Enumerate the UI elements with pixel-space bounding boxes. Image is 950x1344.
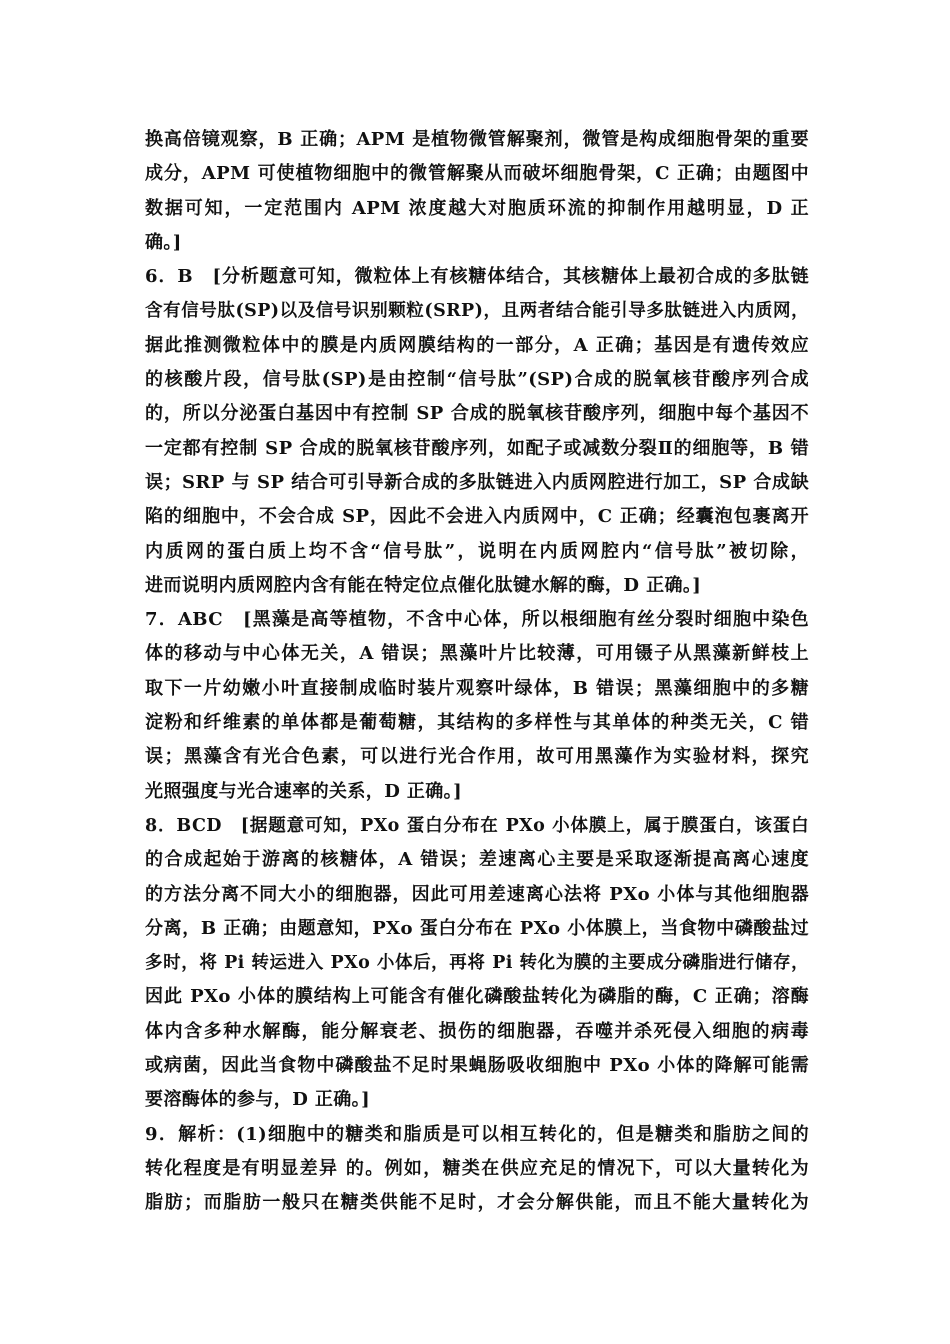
text-line: 的，所以分泌蛋白基因中有控制 SP 合成的脱氧核苷酸序列，细胞中每个基因不	[145, 403, 809, 425]
text-line: 据此推测微粒体中的膜是内质网膜结构的一部分，A 正确；基因是有遗传效应	[145, 334, 809, 356]
text-line: 8．BCD [据题意可知，PXo 蛋白分布在 PXo 小体膜上，属于膜蛋白，该蛋白	[145, 815, 809, 836]
text-line: 成分，APM 可使植物细胞中的微管解聚从而破坏细胞骨架，C 正确；由题图中	[145, 163, 809, 185]
text-line: 的合成起始于游离的核糖体，A 错误；差速离心主要是采取逐渐提高离心速度	[145, 849, 809, 871]
text-line: 的核酸片段，信号肽(SP)是由控制“信号肽”(SP)合成的脱氧核苷酸序列合成	[145, 369, 809, 391]
text-line: 或病菌，因此当食物中磷酸盐不足时果蝇肠吸收细胞中 PXo 小体的降解可能需	[145, 1055, 809, 1077]
text-line: 陷的细胞中，不会合成 SP，因此不会进入内质网中，C 正确；经囊泡包裹离开	[145, 506, 809, 528]
text-line: 淀粉和纤维素的单体都是葡萄糖，其结构的多样性与其单体的种类无关，C 错	[145, 712, 809, 734]
text-line: 取下一片幼嫩小叶直接制成临时装片观察叶绿体，B 错误；黑藻细胞中的多糖	[145, 677, 809, 699]
text-line: 脂肪；而脂肪一般只在糖类供能不足时，才会分解供能，而且不能大量转化为	[145, 1192, 809, 1214]
text-line: 进而说明内质网腔内含有能在特定位点催化肽键水解的酶，D 正确。]	[145, 574, 702, 596]
text-line: 数据可知，一定范围内 APM 浓度越大对胞质环流的抑制作用越明显，D 正	[145, 197, 809, 219]
text-line: 要溶酶体的参与，D 正确。]	[145, 1089, 370, 1111]
text-line: 光照强度与光合速率的关系，D 正确。]	[145, 780, 462, 802]
text-line: 含有信号肽(SP)以及信号识别颗粒(SRP)，且两者结合能引导多肽链进入内质网，	[145, 301, 809, 322]
text-line: 的方法分离不同大小的细胞器，因此可用差速离心法将 PXo 小体与其他细胞器	[145, 883, 809, 905]
text-line: 体内含多种水解酶，能分解衰老、损伤的细胞器，吞噬并杀死侵入细胞的病毒	[145, 1020, 809, 1042]
text-line: 误；黑藻含有光合色素，可以进行光合作用，故可用黑藻作为实验材料，探究	[145, 746, 809, 768]
text-line: 7．ABC [黑藻是高等植物，不含中心体，所以根细胞有丝分裂时细胞中染色	[145, 609, 809, 631]
text-line: 一定都有控制 SP 合成的脱氧核苷酸序列，如配子或减数分裂Ⅱ的细胞等，B 错	[145, 437, 809, 459]
answer-text-block	[145, 123, 809, 1221]
text-line: 分离，B 正确；由题意知，PXo 蛋白分布在 PXo 小体膜上，当食物中磷酸盐过	[145, 917, 809, 939]
text-line: 体的移动与中心体无关，A 错误；黑藻叶片比较薄，可用镊子从黑藻新鲜枝上	[145, 643, 809, 665]
text-line: 因此 PXo 小体的膜结构上可能含有催化磷酸盐转化为磷脂的酶，C 正确；溶酶	[145, 986, 809, 1008]
text-line: 确。]	[145, 231, 182, 253]
text-line: 6．B [分析题意可知，微粒体上有核糖体结合，其核糖体上最初合成的多肽链	[145, 266, 809, 288]
text-line: 误；SRP 与 SP 结合可引导新合成的多肽链进入内质网腔进行加工，SP 合成缺	[145, 471, 809, 493]
text-line: 多时，将 Pi 转运进入 PXo 小体后，再将 Pi 转化为膜的主要成分磷脂进行储存，	[145, 953, 809, 974]
text-line: 换高倍镜观察，B 正确；APM 是植物微管解聚剂，微管是构成细胞骨架的重要	[145, 129, 809, 150]
text-line: 9．解析：(1)细胞中的糖类和脂质是可以相互转化的，但是糖类和脂肪之间的	[145, 1123, 809, 1145]
text-line: 转化程度是有明显差异 的。例如，糖类在供应充足的情况下，可以大量转化为	[145, 1157, 809, 1179]
text-line: 内质网的蛋白质上均不含“信号肽”，说明在内质网腔内“信号肽”被切除，	[145, 540, 809, 562]
